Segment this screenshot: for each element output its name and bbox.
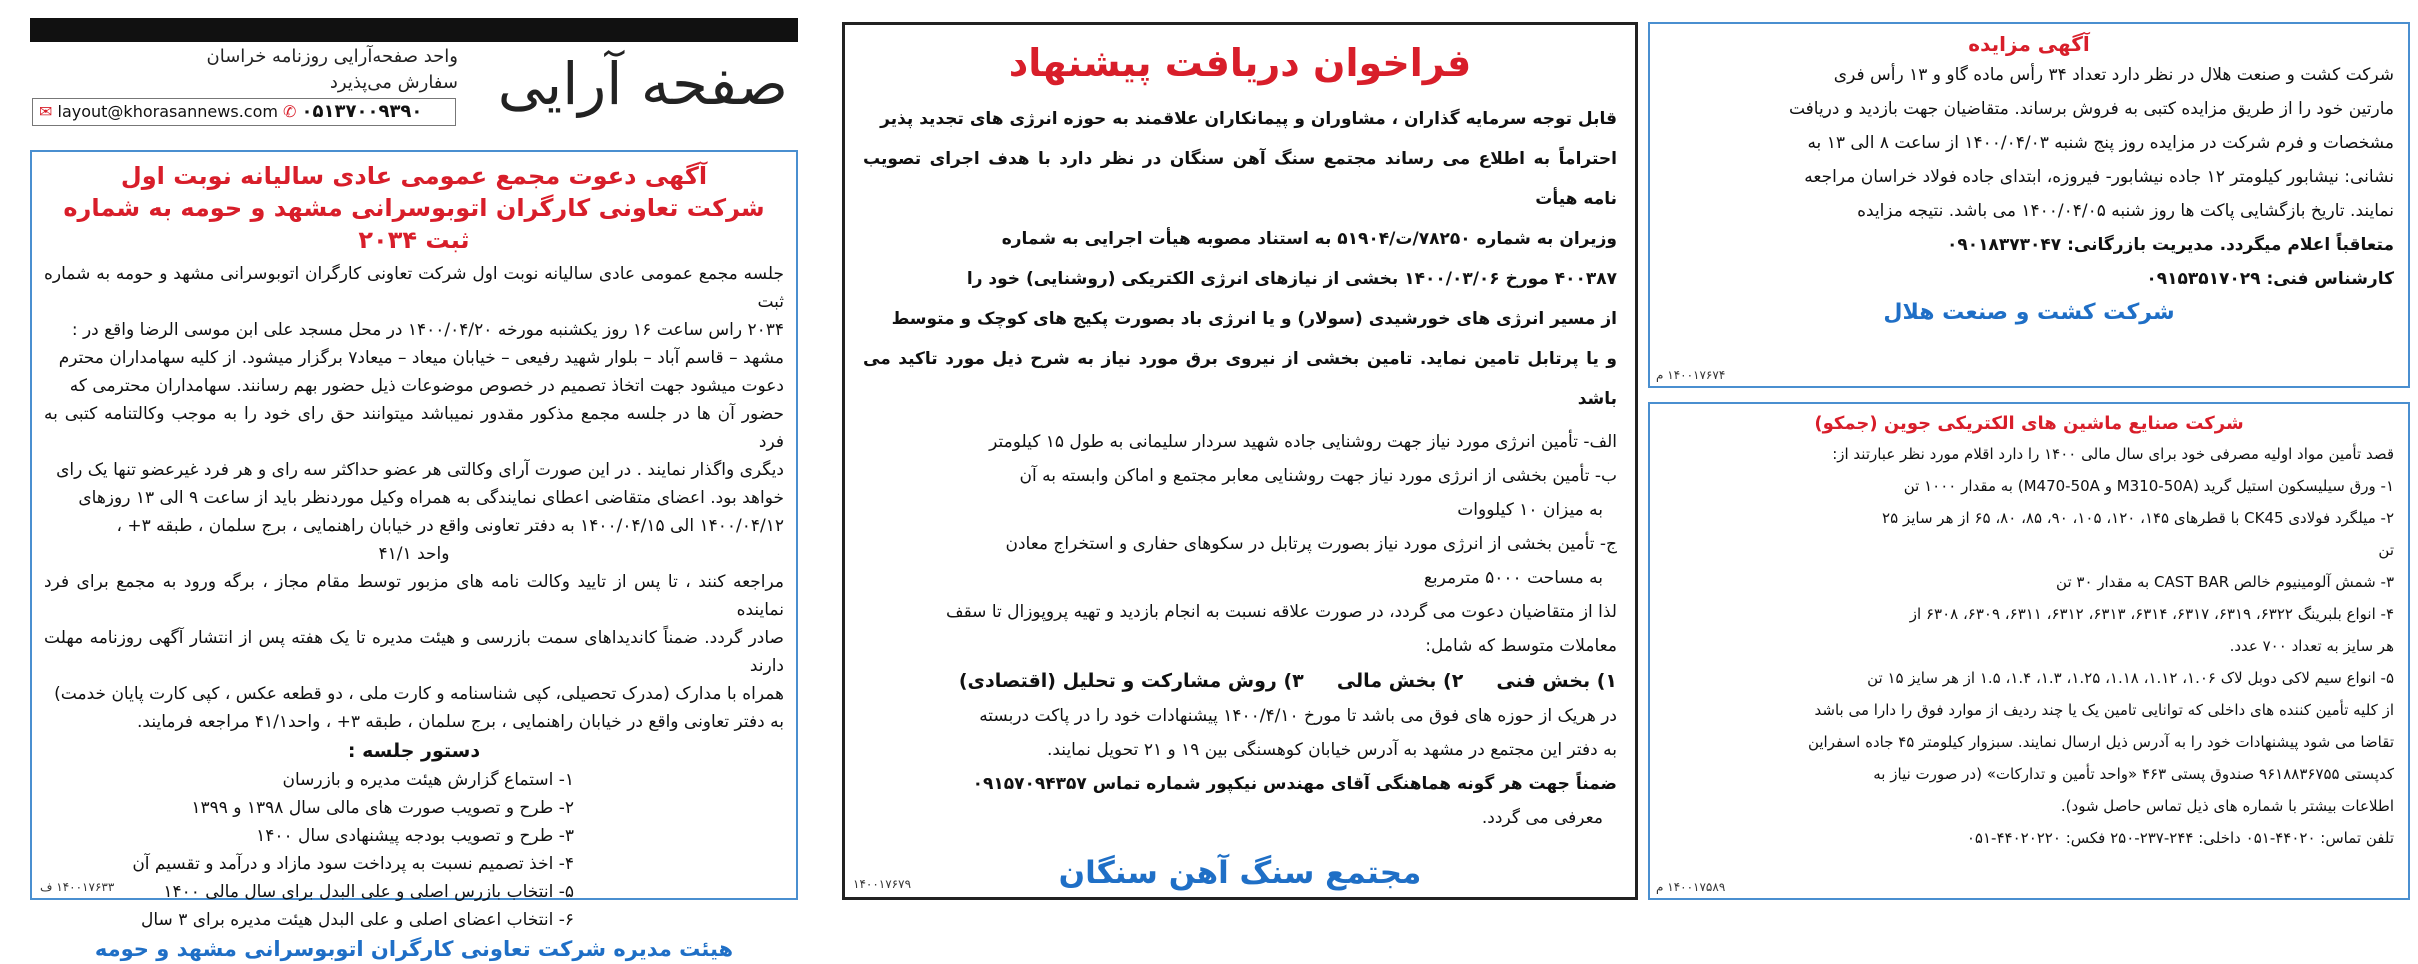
ad-body-line: همراه با مدارک (مدرک تحصیلی، کپی شناسنامه و کارت ملی ، دو قطعه عکس ، کپی کارت پایان خدمت) <box>54 684 784 704</box>
cfp-intro-line: از مسیر انرژی های خورشیدی (سولار) و یا انرژی باد بصورت پکیج های کوچک و متوسط <box>891 309 1617 329</box>
auction-title: آگهی مزایده <box>1968 32 2090 56</box>
ad-body-line: دیگری واگذار نمایند . در این صورت آرای وکالتی هر عضو حداکثر سه رای و هر فرد غیرعضو تنها یک رای <box>56 460 784 480</box>
jemco-title: شرکت صنایع ماشین های الکتریکی جوین (جمکو) <box>1814 413 2244 434</box>
ad-title-1: آگهی دعوت مجمع عمومی عادی سالیانه نوبت اول <box>120 162 708 190</box>
auction-ad <box>1648 22 2410 388</box>
jemco-line: ۲- میلگرد فولادی CK45 با قطرهای ۱۴۵، ۱۲۰، ۱۰۵، ۹۰، ۸۵، ۸۰، ۶۵ از هر سایز ۲۵ <box>1882 509 2394 527</box>
cfp-after-line: معرفی می گردد. <box>1481 808 1603 828</box>
agenda-item: ۶- انتخاب اعضای اصلی و علی البدل هیئت مدیره برای ۳ سال <box>141 910 574 930</box>
jemco-line: قصد تأمین مواد اولیه مصرفی خود برای سال مالی ۱۴۰۰ را دارد اقلام مورد نظر عبارتند از: <box>1832 445 2394 463</box>
ad-body-line: صادر گردد. ضمناً کاندیداهای سمت بازرسی و هیئت مدیره تا یک هفته پس از انتشار آگهی روزنامه مهلت دارند <box>44 628 784 676</box>
ad-body-line: مراجعه کنند ، تا پس از تایید وکالت نامه های مزبور توسط مقام مجاز ، برگه ورود به مجمع برای فرد نماینده <box>44 572 784 620</box>
ad-body-line: ۲۰۳۴ راس ساعت ۱۶ روز یکشنبه مورخه ۱۴۰۰/۰۴/۲۰ در محل مسجد علی ابن موسی الرضا واقع در : <box>71 320 784 340</box>
ad-body-line: حضور آن ها در جلسه مجمع مذکور مقدور نمیباشد میتوانند حق رای خود را به موجب وکالتنامه کتبی به فرد <box>44 404 784 452</box>
agenda-item: ۲- طرح و تصویب صورت های مالی سال ۱۳۹۸ و ۱۳۹۹ <box>191 798 574 818</box>
auction-body <box>1664 58 2394 296</box>
jemco-line: تن <box>2378 541 2394 559</box>
jemco-line: هر سایز به تعداد ۷۰۰ عدد. <box>2229 637 2394 655</box>
ad-body-line: دعوت میشود جهت اتخاذ تصمیم در خصوص موضوعات ذیل حضور بهم رسانند. سهامداران محترمی که <box>69 376 784 396</box>
call-for-proposals-ad <box>842 22 1638 900</box>
auction-line: نشانی: نیشابور کیلومتر ۱۲ جاده نیشابور- فیروزه، ابتدای جاده فولاد خراسان مراجعه <box>1804 167 2394 187</box>
cfp-title: فراخوان دریافت پیشنهاد <box>1008 41 1472 85</box>
cfp-intro-line: وزیران به شماره ۷۸۲۵۰/ت/۵۱۹۰۴ به استناد مصوبه هیأت اجرایی به شماره <box>1001 229 1617 249</box>
cfp-item: ب- تأمین بخشی از انرژی مورد نیاز جهت روشنایی معابر مجتمع و اماکن وابسته به آن <box>1019 466 1617 486</box>
jemco-line: ۱- ورق سیلیسکون استیل گرید (M310-50A و M470-50A) به مقدار ۱۰۰۰ تن <box>1903 477 2394 495</box>
top-black-bar <box>30 18 798 42</box>
ad-body-line: به دفتر تعاونی واقع در خیابان راهنمایی ، برج سلمان ، طبقه ۳+ ، واحد۴۱/۱ مراجعه فرمایند. <box>137 712 784 732</box>
agenda-item: ۵- انتخاب بازرس اصلی و علی البدل برای سال مالی ۱۴۰۰ <box>163 882 574 902</box>
auction-line: مارتین خود را از طریق مزایده کتبی به فروش برساند. متقاضیان جهت بازدید و دریافت <box>1788 99 2394 119</box>
layout-line1: واحد صفحه‌آرایی روزنامه خراسان <box>206 46 458 67</box>
jemco-code: ۱۴۰۰۱۷۵۸۹ م <box>1656 880 1726 894</box>
ad-body-line: جلسه مجمع عمومی عادی سالیانه نوبت اول شرکت تعاونی کارگران اتوبوسرانی مشهد و حومه به شماره ثبت <box>44 264 784 312</box>
cfp-items <box>863 425 1617 663</box>
jemco-line: ۳- شمش آلومینیوم خالص CAST BAR به مقدار ۳۰ تن <box>2056 573 2394 591</box>
cfp-signature: مجتمع سنگ آهن سنگان <box>1058 855 1422 891</box>
agenda-item: ۴- اخذ تصمیم نسبت به پرداخت سود مازاد و درآمد و تقسیم آن <box>132 854 574 874</box>
contact-phone: ۰۵۱۳۷۰۰۹۳۹۰ <box>301 101 423 122</box>
ad-signature: هیئت مدیره شرکت تعاونی کارگران اتوبوسرانی مشهد و حومه <box>94 937 734 961</box>
bus-cooperative-ad <box>30 150 798 961</box>
cfp-after-line: در هریک از حوزه های فوق می باشد تا مورخ ۱۴۰۰/۴/۱۰ پیشنهادات خود را در پاکت دربسته <box>979 706 1617 726</box>
auction-line: نمایند. تاریخ بازگشایی پاکت ها روز شنبه ۱۴۰۰/۰۴/۰۵ می باشد. نتیجه مزایده <box>1857 201 2394 221</box>
auction-signature: شرکت کشت و صنعت هلال <box>1883 300 2175 325</box>
cfp-after <box>863 699 1617 835</box>
layout-service-header <box>30 44 798 130</box>
cfp-item: الف- تأمین انرژی مورد نیاز جهت روشنایی جاده شهید سردار سلیمانی به طول ۱۵ کیلومتر <box>989 432 1617 452</box>
auction-line: مشخصات و فرم شرکت در مزایده روز پنج شنبه ۱۴۰۰/۰۴/۰۳ از ساعت ۸ الی ۱۳ به <box>1807 133 2394 153</box>
contact-box <box>32 98 456 126</box>
agenda-title: دستور جلسه : <box>347 740 481 762</box>
cfp-item: به مساحت ۵۰۰۰ مترمربع <box>1423 568 1603 588</box>
cfp-intro-line: قابل توجه سرمایه گذاران ، مشاوران و پیمانکاران علاقمند به حوزه انرژی های تجدید پذیر <box>880 109 1617 129</box>
ad-body-line: مشهد – قاسم آباد – بلوار شهید رفیعی – خیابان میعاد – میعاد۷ برگزار میشود. از کلیه سهامداران محترم <box>58 348 784 368</box>
cfp-item: به میزان ۱۰ کیلووات <box>1457 500 1603 520</box>
cfp-after-line: ضمناً جهت هر گونه هماهنگی آقای مهندس نیکپور شماره تماس ۰۹۱۵۷۰۹۴۳۵۷ <box>972 774 1617 794</box>
cfp-code: ۱۴۰۰۱۷۶۷۹ <box>853 877 912 891</box>
jemco-line: ۴- انواع بلبرینگ ۶۳۲۲، ۶۳۱۹، ۶۳۱۷، ۶۳۱۴، ۶۳۱۳، ۶۳۱۲، ۶۳۱۱، ۶۳۰۹، ۶۳۰۸ از <box>1909 605 2394 623</box>
mail-icon: ✉ <box>39 102 53 121</box>
cfp-item: معاملات متوسط که شامل: <box>1425 636 1617 656</box>
cfp-intro-line: ۴۰۰۳۸۷ مورخ ۱۴۰۰/۰۳/۰۶ بخشی از نیازهای انرژی الکتریکی (روشنایی) خود را <box>966 269 1617 289</box>
jemco-line: از کلیه تأمین کننده های داخلی که توانایی تامین یک یا چند ردیف از موارد فوق را دارا می باشد <box>1814 701 2394 719</box>
jemco-line: اطلاعات بیشتر با شماره های ذیل تماس حاصل شود). <box>2060 797 2394 815</box>
cfp-intro-line: احتراماً به اطلاع می رساند مجتمع سنگ آهن سنگان در نظر دارد با هدف اجرای تصویب نامه هیأت <box>863 149 1617 209</box>
ad-body <box>44 260 784 736</box>
phone-icon: ✆ <box>283 102 297 121</box>
auction-line: کارشناس فنی: ۰۹۱۵۳۵۱۷۰۲۹ <box>2146 269 2394 289</box>
jemco-line: ۵- انواع سیم لاکی دوبل لاک ۱.۰۶، ۱.۱۲، ۱.۱۸، ۱.۲۵، ۱.۳، ۱.۴، ۱.۵ از هر سایز ۱۵ تن <box>1867 669 2394 687</box>
ad-code: ۱۴۰۰۱۷۶۳۳ ف <box>40 880 115 894</box>
ad-title-2: شرکت تعاونی کارگران اتوبوسرانی مشهد و حومه به شماره ثبت ۲۰۳۴ <box>63 194 765 254</box>
ad-body-line: خواهد بود. اعضای متقاضی اعطای نمایندگی به همراه وکیل موردنظر باید از ساعت ۹ الی ۱۳ روزهای <box>78 488 784 508</box>
jemco-line: کدپستی ۹۶۱۸۸۳۶۷۵۵ صندوق پستی ۴۶۳ «واحد تأمین و تدارکات» (در صورت نیاز به <box>1873 765 2394 783</box>
cfp-after-line: به دفتر این مجتمع در مشهد به آدرس خیابان کوهسنگی بین ۱۹ و ۲۱ تحویل نمایند. <box>1046 740 1617 760</box>
layout-title: صفحه آرایی <box>497 50 788 118</box>
auction-line: شرکت کشت و صنعت هلال در نظر دارد تعداد ۳۴ رأس ماده گاو و ۱۳ رأس فری <box>1833 65 2394 85</box>
jemco-line: تقاضا می شود پیشنهادات خود را به آدرس ذیل ارسال نمایند. سبزوار کیلومتر ۴۵ جاده اسفراین <box>1807 733 2394 751</box>
agenda-list <box>44 766 784 934</box>
jemco-line: تلفن تماس: ۴۴۰۲۰-۰۵۱ داخلی: ۲۴۴-۲۳۷-۲۵۰ فکس: ۴۴۰۲۰۲۲۰-۰۵۱ <box>1966 829 2394 847</box>
cfp-item: لذا از متقاضیان دعوت می گردد، در صورت علاقه نسبت به انجام بازدید و تهیه پروپوزال تا سقف <box>945 602 1617 622</box>
auction-line: متعاقباً اعلام میگردد. مدیریت بازرگانی: ۰۹۰۱۸۳۷۳۰۴۷ <box>1947 235 2394 255</box>
auction-code: ۱۴۰۰۱۷۶۷۴ م <box>1656 368 1726 382</box>
jemco-body <box>1664 438 2394 854</box>
jemco-ad <box>1648 402 2410 900</box>
cfp-intro-line: و یا پرتابل تامین نماید. تامین بخشی از نیروی برق مورد نیاز به شرح ذیل مورد تاکید می باشد <box>863 349 1617 409</box>
agenda-item: ۳- طرح و تصویب بودجه پیشنهادی سال ۱۴۰۰ <box>256 826 574 846</box>
ad-body-line: ۱۴۰۰/۰۴/۱۲ الی ۱۴۰۰/۰۴/۱۵ به دفتر تعاونی واقع در خیابان راهنمایی ، برج سلمان ، طبقه ۳+ ، <box>116 516 784 536</box>
cfp-criteria: ۱) بخش فنی ۲) بخش مالی ۳) روش مشارکت و تحلیل (اقتصادی) <box>958 670 1617 692</box>
agenda-item: ۱- استماع گزارش هیئت مدیره و بازرسان <box>282 770 574 790</box>
ad-body-line: واحد ۴۱/۱ <box>378 544 450 564</box>
contact-email[interactable]: layout@khorasannews.com <box>57 102 278 121</box>
cfp-item: ج- تأمین بخشی از انرژی مورد نیاز بصورت پرتابل در سکوهای حفاری و استخراج معادن <box>1005 534 1617 554</box>
layout-line2: سفارش می‌پذیرد <box>329 72 458 93</box>
cfp-intro <box>863 99 1617 419</box>
